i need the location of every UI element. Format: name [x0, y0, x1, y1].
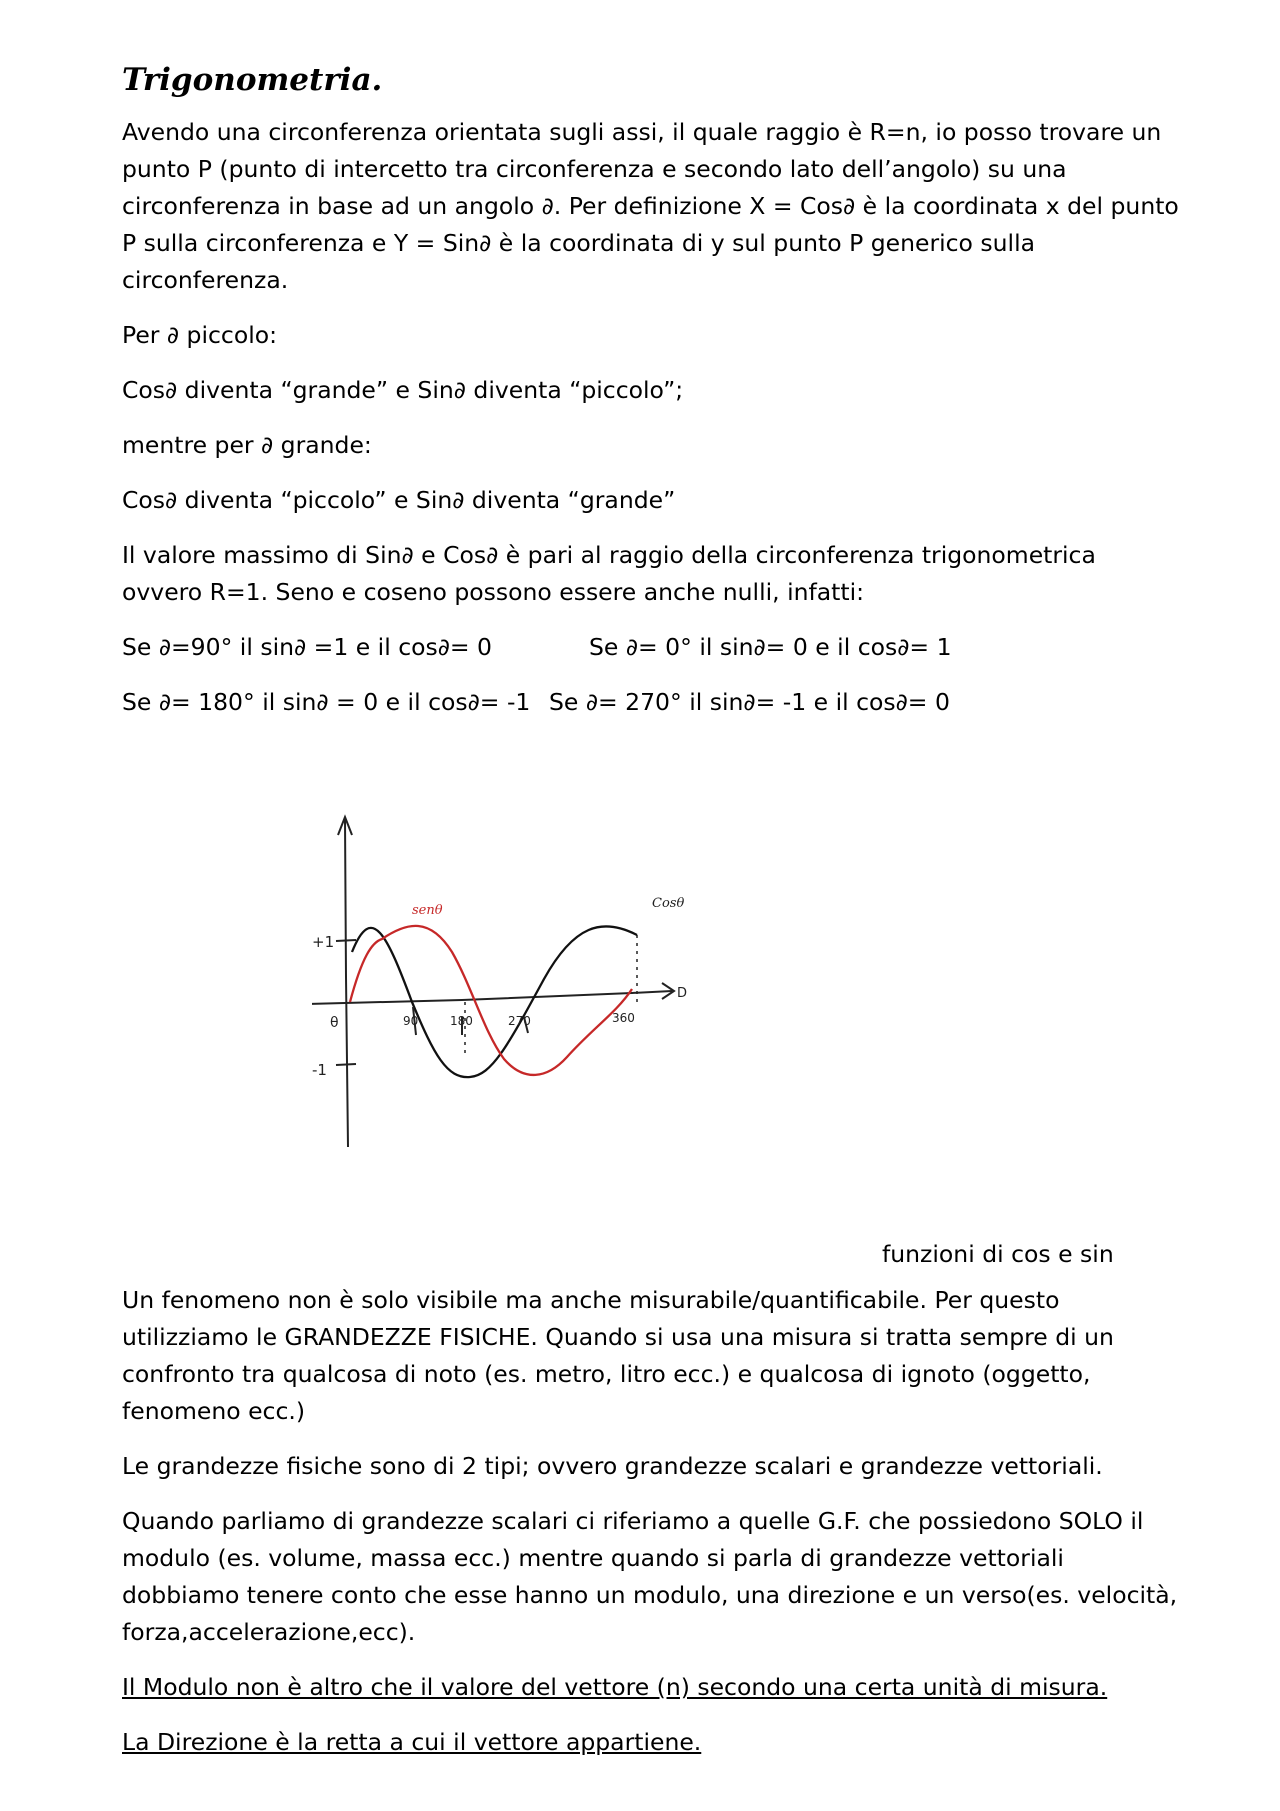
scalari-vettoriali-paragraph: Quando parliamo di grandezze scalari ci riferiamo a quelle G.F. che possiedono SOLO il modulo (es. volume, massa ecc.) mentre quando si parla di grandezze vettoriali dobbiamo tenere conto che esse hanno un modulo, una direzione e un verso(es. velocità, forza,accelerazione,ecc). — [122, 1507, 1178, 1646]
sin-curve — [350, 926, 632, 1075]
tick-minus-one — [336, 1064, 356, 1065]
axis-end-label: D — [677, 986, 688, 1001]
tick-90-label: 90 — [403, 1014, 419, 1028]
sin-curve-label: senθ — [412, 903, 443, 918]
tick-180-label: 180 — [450, 1014, 473, 1028]
case-0: Se ∂= 0° il sin∂= 0 e il cos∂= 1 — [589, 633, 952, 661]
small-angle-label: Per ∂ piccolo: — [122, 321, 278, 349]
tick-plus-one — [336, 940, 356, 941]
modulo-definition: Il Modulo non è altro che il valore del vettore (n) secondo una certa unità di misura. — [122, 1673, 1108, 1701]
x-axis — [312, 991, 672, 1004]
case-180: Se ∂= 180° il sin∂ = 0 e il cos∂= -1 — [122, 688, 531, 716]
figure-caption: funzioni di cos e sin — [882, 1240, 1114, 1268]
tick-270-label: 270 — [508, 1014, 531, 1028]
plus-one-label: +1 — [312, 933, 335, 951]
grandezze-paragraph: Un fenomeno non è solo visibile ma anche misurabile/quantificabile. Per questo utilizziamo le GRANDEZZE FISICHE. Quando si usa una misura si tratta sempre di un confronto tra qualcosa di noto (es. metro, litro ecc.) e qualcosa di ignoto (oggetto, fenomeno ecc.) — [122, 1286, 1114, 1425]
case-90: Se ∂=90° il sin∂ =1 e il cos∂= 0 — [122, 633, 492, 661]
y-axis — [345, 819, 348, 1147]
sin-cos-sketch — [312, 807, 732, 1167]
case-270: Se ∂= 270° il sin∂= -1 e il cos∂= 0 — [549, 688, 950, 716]
tipi-paragraph: Le grandezze fisiche sono di 2 tipi; ovvero grandezze scalari e grandezze vettoriali. — [122, 1452, 1103, 1480]
document-body — [122, 58, 1182, 1779]
minus-one-label: -1 — [312, 1061, 327, 1079]
tick-360-label: 360 — [612, 1011, 635, 1025]
cases-row-1 — [122, 629, 1182, 666]
direzione-definition: La Direzione è la retta a cui il vettore appartiene. — [122, 1728, 702, 1756]
max-value-paragraph: Il valore massimo di Sin∂ e Cos∂ è pari al raggio della circonferenza trigonometrica ovvero R=1. Seno e coseno possono essere anche nulli, infatti: — [122, 541, 1096, 606]
intro-paragraph: Avendo una circonferenza orientata sugli assi, il quale raggio è R=n, io posso trovare un punto P (punto di intercetto tra circonferenza e secondo lato dell’angolo) su una circonferenza in base ad un angolo ∂. Per definizione X = Cos∂ è la coordinata x del punto P sulla circonferenza e Y = Sin∂ è la coordinata di y sul punto P generico sulla circonferenza. — [122, 118, 1179, 294]
cases-row-2 — [122, 684, 1182, 721]
sin-cos-figure — [122, 739, 1182, 1279]
cos-curve-label: Cosθ — [652, 896, 685, 911]
origin-label: θ — [330, 1015, 339, 1031]
small-angle-description: Cos∂ diventa “grande” e Sin∂ diventa “piccolo”; — [122, 376, 684, 404]
large-angle-label: mentre per ∂ grande: — [122, 431, 372, 459]
page-title: Trigonometria. — [122, 62, 383, 98]
large-angle-description: Cos∂ diventa “piccolo” e Sin∂ diventa “grande” — [122, 486, 676, 514]
